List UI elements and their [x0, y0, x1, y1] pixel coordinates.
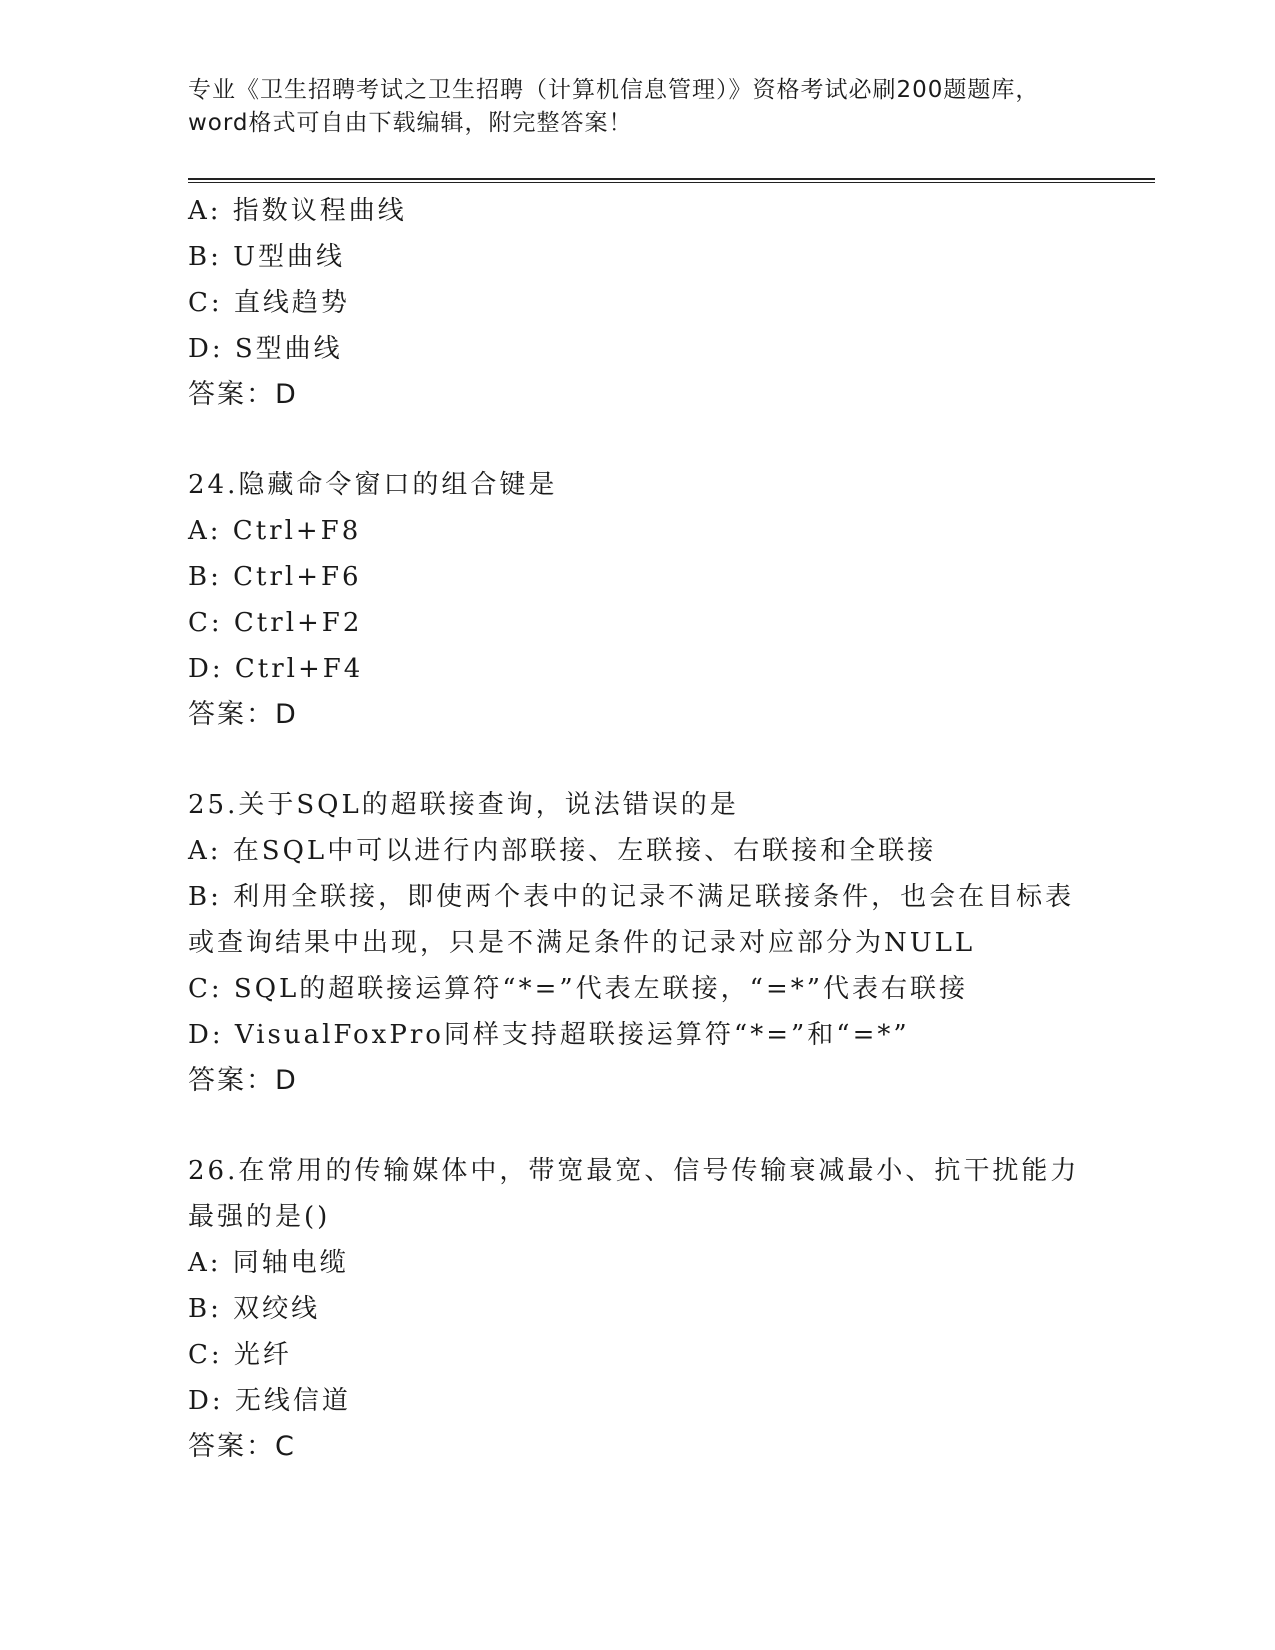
question-26: [188, 1148, 1088, 1470]
question-24: [188, 462, 1088, 738]
option-a: A: 同轴电缆: [188, 1248, 349, 1278]
option-c: C: 光纤: [188, 1340, 292, 1370]
question-list: [188, 188, 1088, 1470]
option-a: A: 在SQL中可以进行内部联接、左联接、右联接和全联接: [188, 836, 937, 866]
header-subtitle-line: word格式可自由下载编辑，附完整答案！: [188, 110, 633, 136]
question-text: 25.关于SQL的超联接查询，说法错误的是: [188, 790, 739, 820]
option-b: B: Ctrl+F6: [188, 562, 362, 592]
option-d: D: VisualFoxPro同样支持超联接运算符“*=”和“=*”: [188, 1020, 910, 1050]
option-d: D: S型曲线: [188, 334, 343, 364]
option-a: A: Ctrl+F8: [188, 516, 362, 546]
option-d: D: 无线信道: [188, 1386, 351, 1416]
question-25: [188, 782, 1088, 1104]
header-divider: [188, 178, 1155, 183]
spacer: [188, 738, 1088, 782]
answer-line: 答案：D: [188, 699, 298, 730]
answer-line: 答案：D: [188, 379, 298, 410]
option-d: D: Ctrl+F4: [188, 654, 364, 684]
option-c: C: Ctrl+F2: [188, 608, 363, 638]
answer-line: 答案：D: [188, 1065, 298, 1096]
option-c: C: SQL的超联接运算符“*=”代表左联接，“=*”代表右联接: [188, 974, 969, 1004]
option-c: C: 直线趋势: [188, 288, 350, 318]
spacer: [188, 418, 1088, 462]
option-b: B: 双绞线: [188, 1294, 321, 1324]
header-title-line: 专业《卫生招聘考试之卫生招聘（计算机信息管理）》资格考试必刷200题题库，: [188, 77, 1040, 103]
question-text: 24.隐藏命令窗口的组合键是: [188, 470, 558, 500]
question-text: 26.在常用的传输媒体中，带宽最宽、信号传输衰减最小、抗干扰能力最强的是(): [188, 1156, 1080, 1232]
option-b: B: U型曲线: [188, 242, 346, 272]
option-a: A: 指数议程曲线: [188, 196, 407, 226]
question-23: [188, 188, 1088, 418]
spacer: [188, 1104, 1088, 1148]
answer-line: 答案：C: [188, 1431, 296, 1462]
option-b: B: 利用全联接，即使两个表中的记录不满足联接条件，也会在目标表或查询结果中出现，只是不满足条件的记录对应部分为NULL: [188, 882, 1075, 958]
document-header: [188, 74, 1088, 140]
